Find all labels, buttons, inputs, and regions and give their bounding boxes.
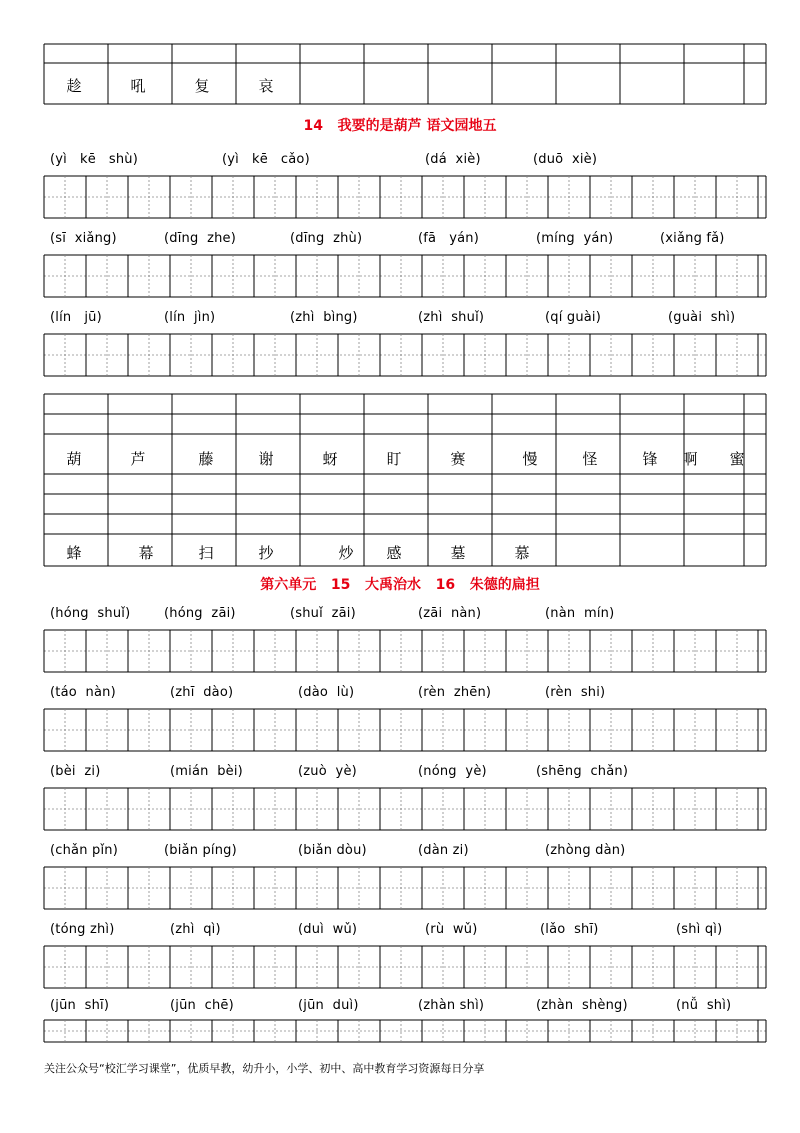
section-6-title: 第六单元 15 大禹治水 16 朱德的扁担 — [260, 577, 540, 593]
char-cell: 幕 — [138, 544, 154, 562]
char-cell: 芦 — [130, 450, 146, 468]
char-cell: 抄 — [258, 544, 274, 562]
char-cell: 藤 — [198, 450, 214, 468]
pinyin-label: (zhì shuǐ) — [418, 310, 485, 325]
pinyin-label: (nǚ shì) — [676, 998, 732, 1013]
pinyin-label: (lǎo shī) — [540, 922, 599, 937]
pinyin-label: (jūn duì) — [298, 998, 359, 1013]
char-cell: 慕 — [514, 544, 530, 562]
pinyin-label: (míng yán) — [536, 231, 614, 246]
top-char-3: 复 — [194, 77, 210, 95]
pinyin-label: (biǎn píng) — [164, 843, 237, 858]
pinyin-label: (tóng zhì) — [50, 922, 115, 937]
section-14-title: 14 我要的是葫芦 语文园地五 — [303, 118, 497, 134]
char-cell: 扫 — [198, 544, 214, 562]
pinyin-label: (zhàn shèng) — [536, 998, 628, 1013]
pinyin-label: (nàn mín) — [545, 606, 615, 621]
pinyin-label: (hóng zāi) — [164, 606, 236, 621]
footer-note: 关注公众号“校汇学习课堂”，优质早教，幼升小，小学、初中、高中教育学习资源每日分享 — [44, 1062, 485, 1075]
pinyin-label: (xiǎng fǎ) — [660, 231, 725, 246]
pinyin-label: (guài shì) — [668, 310, 736, 325]
pinyin-label: (chǎn pǐn) — [50, 843, 118, 858]
char-cell: 墓 — [450, 544, 466, 562]
pinyin-label: (yì kē shù) — [50, 152, 139, 167]
pinyin-label: (dào lù) — [298, 685, 355, 700]
char-cell: 葫 — [66, 450, 82, 468]
pinyin-label: (zhì qì) — [170, 922, 221, 937]
pinyin-label: (qí guài) — [545, 310, 602, 325]
char-cell: 蚜 — [322, 450, 338, 468]
top-char-2: 吼 — [130, 77, 146, 95]
pinyin-label: (táo nàn) — [50, 685, 116, 700]
char-cell: 炒 — [338, 544, 354, 562]
pinyin-label: (jūn chē) — [170, 998, 234, 1013]
char-cell: 盯 — [386, 450, 402, 468]
pinyin-label: (dīng zhù) — [290, 231, 363, 246]
pinyin-label: (jūn shī) — [50, 998, 110, 1013]
pinyin-label: (duì wǔ) — [298, 922, 358, 937]
pinyin-label: (lín jìn) — [164, 310, 216, 325]
pinyin-label: (dīng zhe) — [164, 231, 237, 246]
pinyin-label: (yì kē cǎo) — [222, 152, 310, 167]
pinyin-label: (biǎn dòu) — [298, 843, 367, 858]
char-cell: 啊 — [682, 450, 698, 468]
pinyin-label: (fā yán) — [418, 231, 479, 246]
pinyin-label: (bèi zi) — [50, 764, 101, 779]
pinyin-label: (zuò yè) — [298, 764, 357, 779]
pinyin-label: (hóng shuǐ) — [50, 606, 131, 621]
char-cell: 赛 — [450, 450, 466, 468]
pinyin-label: (zhì bìng) — [290, 310, 358, 325]
pinyin-label: (rèn zhēn) — [418, 685, 492, 700]
pinyin-label: (zāi nàn) — [418, 606, 482, 621]
pinyin-label: (duō xiè) — [533, 152, 598, 167]
char-cell: 蜜 — [729, 450, 745, 468]
pinyin-label: (shēng chǎn) — [536, 764, 629, 779]
pinyin-label: (rù wǔ) — [425, 922, 478, 937]
top-char-4: 哀 — [258, 77, 274, 95]
pinyin-label: (dá xiè) — [425, 152, 481, 167]
pinyin-label: (sī xiǎng) — [50, 231, 117, 246]
pinyin-label: (nóng yè) — [418, 764, 487, 779]
char-cell: 怪 — [582, 450, 598, 468]
char-cell: 谢 — [258, 450, 274, 468]
top-char-1: 趁 — [66, 77, 82, 95]
pinyin-label: (rèn shi) — [545, 685, 606, 700]
pinyin-label: (zhòng dàn) — [545, 843, 626, 858]
pinyin-label: (zhàn shì) — [418, 998, 485, 1013]
pinyin-label: (shì qì) — [676, 922, 723, 937]
pinyin-label: (shuǐ zāi) — [290, 606, 356, 621]
pinyin-label: (dàn zi) — [418, 843, 469, 858]
char-cell: 锋 — [642, 450, 658, 468]
char-cell: 感 — [386, 544, 402, 562]
pinyin-label: (mián bèi) — [170, 764, 243, 779]
char-cell: 慢 — [522, 450, 538, 468]
pinyin-label: (lín jū) — [50, 310, 102, 325]
char-cell: 蜂 — [66, 544, 82, 562]
pinyin-label: (zhī dào) — [170, 685, 234, 700]
